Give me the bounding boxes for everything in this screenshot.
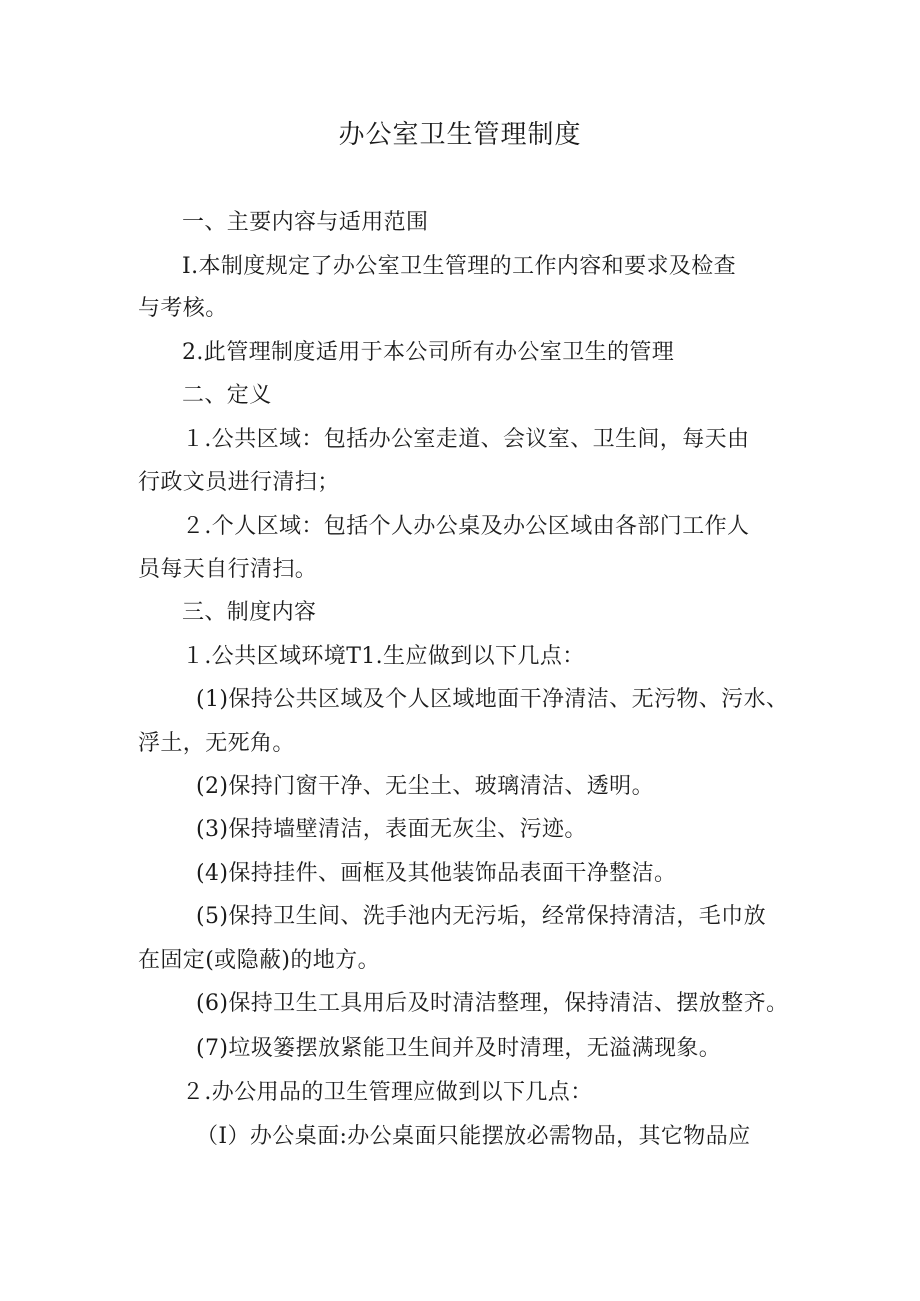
section-heading: 一、主要内容与适用范围 xyxy=(182,210,429,235)
paragraph-line: 与考核。 xyxy=(138,296,228,321)
list-item: 在固定(或隐蔽)的地方。 xyxy=(138,948,380,973)
paragraph-line: I.本制度规定了办公室卫生管理的工作内容和要求及检查 xyxy=(182,254,737,279)
section-heading: 二、定义 xyxy=(182,383,272,408)
paragraph-line: １.公共区域：包括办公室走道、会议室、卫生间，每天由 xyxy=(182,427,750,452)
paragraph-line: 2.此管理制度适用于本公司所有办公室卫生的管理 xyxy=(182,340,675,365)
list-item: (7)垃圾篓摆放紧能卫生间并及时清理，无溢满现象。 xyxy=(196,1036,722,1061)
list-item: (4)保持挂件、画框及其他装饰品表面干净整洁。 xyxy=(196,861,677,886)
paragraph-line: １.公共区域环境T1.生应做到以下几点： xyxy=(182,644,585,669)
list-item: (3)保持墙壁清洁，表面无灰尘、污迹。 xyxy=(196,817,587,842)
paragraph-line: ２.办公用品的卫生管理应做到以下几点： xyxy=(182,1080,593,1105)
list-item: (2)保持门窗干净、无尘土、玻璃清洁、透明。 xyxy=(196,774,654,799)
document-title: 办公室卫生管理制度 xyxy=(338,120,582,150)
list-item: (6)保持卫生工具用后及时清洁整理，保持清洁、摆放整齐。 xyxy=(196,991,789,1016)
list-item: （I）办公桌面:办公桌面只能摆放必需物品，其它物品应 xyxy=(196,1124,751,1149)
list-item: (5)保持卫生间、洗手池内无污垢，经常保持清洁，毛巾放 xyxy=(196,904,766,929)
paragraph-line: ２.个人区域：包括个人办公桌及办公区域由各部门工作人 xyxy=(182,514,750,539)
list-item: 浮土，无死角。 xyxy=(138,731,295,756)
paragraph-line: 员每天自行清扫。 xyxy=(138,557,318,582)
paragraph-line: 行政文员进行清扫； xyxy=(138,470,340,495)
section-heading: 三、制度内容 xyxy=(182,600,317,625)
list-item: (1)保持公共区域及个人区域地面干净清洁、无污物、污水、 xyxy=(196,687,789,712)
